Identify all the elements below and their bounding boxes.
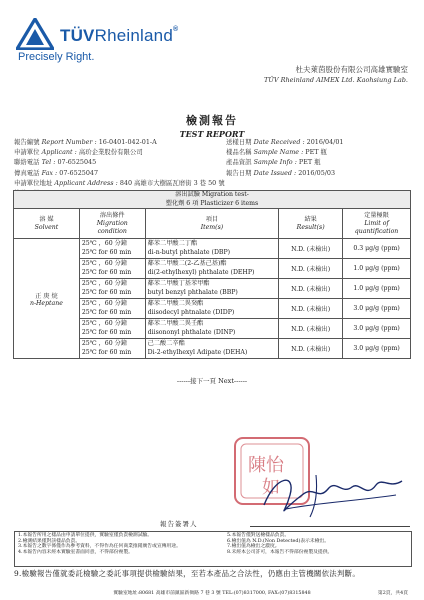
meta-label-en: Applicant : [41, 148, 77, 157]
solvent-en: n-Heptane [29, 299, 63, 307]
lab-name-zh: 杜夫萊茵股份有限公司高雄實驗室 [295, 65, 408, 74]
condition-zh: 25℃ ，60 分鐘 [81, 260, 127, 268]
item-zh: 鄰苯二甲酸二異壬酯 [147, 320, 204, 328]
condition-zh: 25℃ ，60 分鐘 [81, 320, 127, 328]
result-cell: N.D. (未檢出) [279, 239, 343, 259]
condition-cell [79, 299, 145, 319]
item-zh: 鄰苯二甲酸二(2-乙基己基)酯 [147, 260, 227, 268]
condition-cell [79, 259, 145, 279]
item-cell [145, 319, 279, 339]
meta-label-zh: 產品資訊 [226, 158, 252, 167]
meta-value: 07-6525045 [57, 158, 97, 167]
report-title-en: TEST REPORT [179, 129, 245, 139]
meta-label-en: Date Received : [253, 138, 305, 146]
notes-right [227, 533, 417, 555]
meta-value: 16-0401-042-01-A [98, 138, 157, 146]
notes-box [14, 531, 412, 567]
limit-cell: 1.0 μg/g (ppm) [343, 259, 411, 279]
condition-en: 25℃ for 60 min [81, 328, 132, 336]
condition-en: 25℃ for 60 min [81, 308, 132, 316]
item-en: di-n-butyl phthalate (DBP) [147, 248, 231, 256]
meta-line [14, 137, 225, 147]
solvent-cell [14, 239, 80, 359]
condition-cell [79, 239, 145, 259]
item-zh: 鄰苯二甲酸丁基苯甲酯 [147, 280, 210, 288]
meta-label-zh: 樣品名稱 [226, 148, 252, 157]
meta-value: 2016/04/01 [306, 138, 344, 146]
meta-value: PET 瓶 [298, 158, 321, 167]
meta-label-en: Sample Info : [253, 158, 297, 167]
note-line: 1.本報告所用之樣品由申請單位提供，實驗室僅負責檢測試驗。 [18, 533, 153, 538]
report-title [0, 112, 424, 139]
condition-en: 25℃ for 60 min [81, 268, 132, 276]
lab-name-en: TÜV Rheinland AIMEX Ltd. Kaohsiung Lab. [264, 76, 408, 84]
report-meta-right [226, 137, 343, 178]
meta-label-zh: 聯絡電話 [14, 158, 40, 167]
item-cell [145, 259, 279, 279]
meta-label-zh: 傳真電話 [14, 168, 40, 177]
item-en: di(2-ethylhexyl) phthalate (DEHP) [147, 268, 255, 276]
meta-value: 07-6525047 [59, 168, 99, 177]
table-caption: 溶出試驗 Migration test- 塑化劑 6 項 Plasticizer 6 items [14, 191, 411, 209]
item-en: butyl benzyl phthalate (BBP) [147, 288, 238, 296]
note-line: 6.檢出值為 N.D.(Non Detected)表示未檢出。 [227, 538, 330, 544]
result-cell: N.D. (未檢出) [279, 299, 343, 319]
meta-label-en: Date Issued : [253, 168, 297, 177]
limit-cell: 1.0 μg/g (ppm) [343, 279, 411, 299]
meta-label-en: Fax : [41, 168, 58, 177]
condition-cell [79, 279, 145, 299]
result-cell: N.D. (未檢出) [279, 279, 343, 299]
item-zh: 鄰苯二甲酸二異癸酯 [147, 300, 204, 308]
meta-line [226, 137, 343, 147]
condition-cell [79, 319, 145, 339]
lab-name [264, 65, 408, 85]
meta-label-en: Tel : [41, 158, 56, 167]
header-solvent: 溶 媒 Solvent [14, 209, 80, 239]
item-cell [145, 239, 279, 259]
limit-cell: 3.0 μg/g (ppm) [343, 319, 411, 339]
item-cell [145, 299, 279, 319]
item-cell [145, 339, 279, 359]
note-line: 2.檢測結果僅對該樣品負責。 [18, 538, 81, 544]
condition-en: 25℃ for 60 min [81, 348, 132, 356]
condition-cell [79, 339, 145, 359]
meta-value: PET 瓶 [305, 148, 327, 157]
item-en: diisodecyl phtnalate (DIDP) [147, 308, 235, 316]
tuv-logo [16, 18, 216, 68]
meta-label-en: Applicant Address : [54, 178, 118, 187]
continued-label: ------接下一頁 Next------ [176, 377, 248, 385]
condition-en: 25℃ for 60 min [81, 248, 132, 256]
item-zh: 鄰苯二甲酸二丁酯 [147, 240, 198, 248]
meta-value: 高玠企業股份有限公司 [78, 148, 143, 157]
meta-label-zh: 送樣日期 [226, 138, 252, 146]
result-cell: N.D. (未檢出) [279, 319, 343, 339]
meta-line [14, 168, 225, 178]
meta-line [226, 168, 343, 178]
meta-label-zh: 申請單位地址 [14, 178, 53, 187]
condition-zh: 25℃ ，60 分鐘 [81, 280, 127, 288]
meta-label-zh: 報告編號 [14, 138, 40, 146]
header-result: 結果 Result(s) [279, 209, 343, 239]
report-title-zh: 檢測報告 [186, 114, 238, 127]
item-en: Di-2-ethylhexyl Adipate (DEHA) [147, 348, 248, 356]
meta-line [226, 147, 343, 157]
brand-name: TÜVRheinland® [60, 26, 179, 45]
brand-tagline: Precisely Right. [18, 51, 95, 63]
note-line: 5.本報告僅對送檢樣品負責。 [227, 533, 290, 538]
note-9: 9.檢驗報告僅就委託檢驗之委託事項提供檢驗結果，至若本產品之合法性，仍應由主管機關依法判斷。 [14, 569, 361, 578]
header-limit: 定量極限 Limit of quantification [343, 209, 411, 239]
meta-line [226, 157, 343, 167]
meta-line [14, 147, 225, 157]
notes-left [18, 533, 208, 555]
table-row [14, 239, 411, 259]
limit-cell: 0.3 μg/g (ppm) [343, 239, 411, 259]
svg-text:如: 如 [262, 477, 280, 498]
item-en: diisononyl phthalate (DINP) [147, 328, 236, 336]
header-condition: 溶出條件 Migration condition [79, 209, 145, 239]
condition-zh: 25℃ ，60 分鐘 [81, 240, 127, 248]
footer-address: 實驗室地址:80681 高雄市前鎮區新衙路 7 巷 3 號 TEL:(07)8317000, FAX:(07)8315848 [113, 591, 311, 596]
tuv-triangle-icon [16, 18, 54, 50]
meta-label-en: Report Number : [41, 138, 97, 146]
result-cell: N.D. (未檢出) [279, 259, 343, 279]
page-number: 第2頁，共4頁 [377, 591, 408, 596]
note-line: 3.本報告之數字係僅作為參考資料，不得作為任何商業推銷廣告或宣傳用途。 [18, 544, 181, 550]
meta-line [14, 157, 225, 167]
meta-label-zh: 報告日期 [226, 168, 252, 177]
signature-line [250, 526, 410, 527]
svg-text:陳怡: 陳怡 [248, 455, 284, 476]
condition-zh: 25℃ ，60 分鐘 [81, 340, 127, 348]
signature-icon [256, 465, 406, 521]
header-item: 項目 Item(s) [145, 209, 279, 239]
note-line: 4.本報告內容未經本實驗室書面同意，不得部份複製。 [18, 549, 133, 555]
limit-cell: 3.0 μg/g (ppm) [343, 339, 411, 359]
meta-value: 840 高雄市大樹區瓦磨街 3 巷 50 號 [119, 178, 225, 187]
meta-line [14, 178, 225, 188]
condition-zh: 25℃ ，60 分鐘 [81, 300, 127, 308]
meta-value: 2016/05/03 [298, 168, 336, 177]
result-cell: N.D. (未檢出) [279, 339, 343, 359]
solvent-zh: 正 庚 烷 [35, 292, 58, 300]
results-table [13, 190, 411, 359]
limit-cell: 3.0 μg/g (ppm) [343, 299, 411, 319]
meta-label-zh: 申請單位 [14, 148, 40, 157]
condition-en: 25℃ for 60 min [81, 288, 132, 296]
footer [0, 589, 424, 596]
item-cell [145, 279, 279, 299]
note-line: 8.未經本公司許可，本報告不得部份複製及提供。 [227, 549, 333, 555]
table-header-row [14, 209, 411, 239]
note-line: 7.檢出值為檢出之濃度。 [227, 544, 280, 550]
meta-label-en: Sample Name : [253, 148, 304, 157]
item-zh: 己二酸二辛酯 [147, 340, 185, 348]
signer-label: 報告簽署人 [160, 520, 198, 528]
